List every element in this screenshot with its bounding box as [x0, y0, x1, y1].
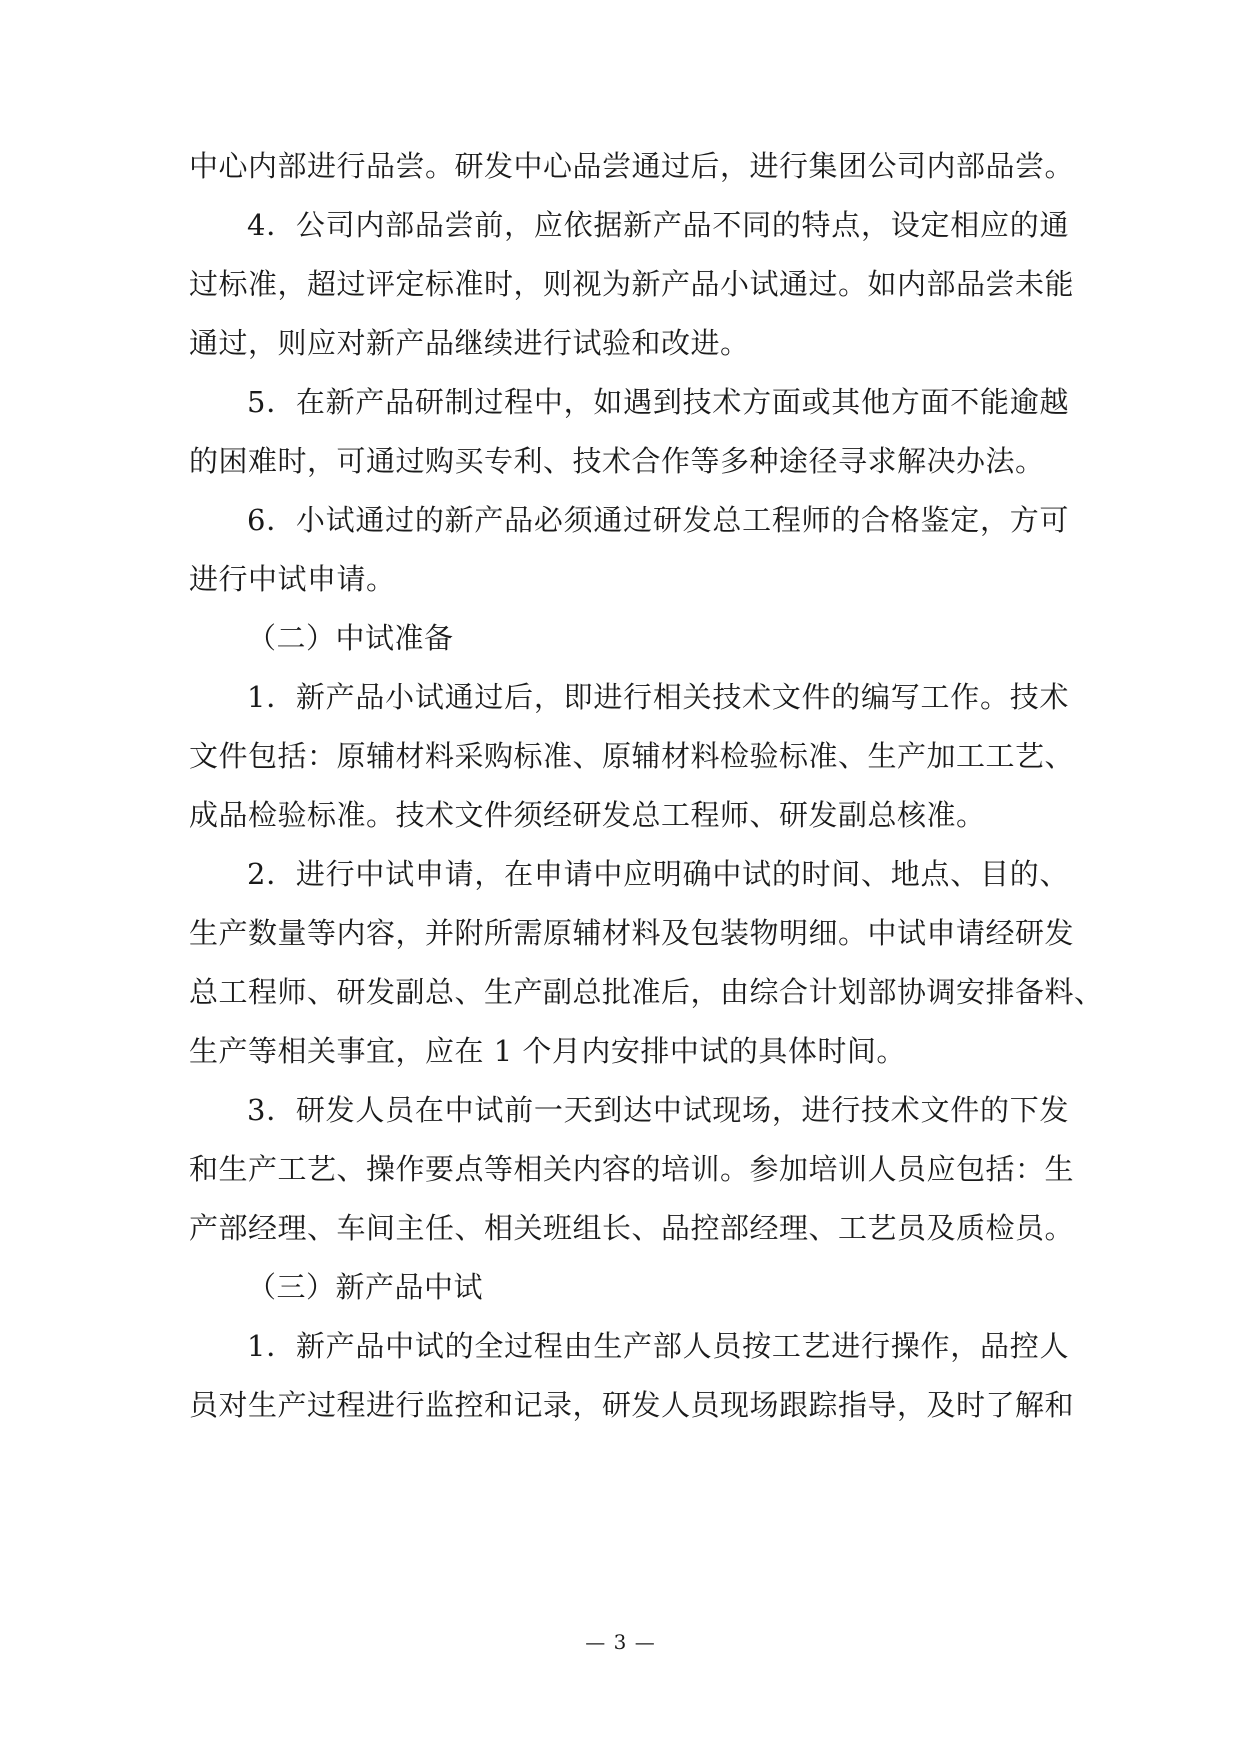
paragraph-line: 员对生产过程进行监控和记录，研发人员现场跟踪指导，及时了解和 [189, 1388, 1075, 1422]
paragraph-line: 4．公司内部品尝前，应依据新产品不同的特点，设定相应的通 [247, 208, 1069, 242]
paragraph-line: 1．新产品中试的全过程由生产部人员按工艺进行操作，品控人 [247, 1329, 1069, 1363]
paragraph-line: 生产数量等内容，并附所需原辅材料及包装物明细。中试申请经研发 [189, 916, 1075, 950]
paragraph-line: 5．在新产品研制过程中，如遇到技术方面或其他方面不能逾越 [247, 385, 1069, 419]
paragraph-line: 1．新产品小试通过后，即进行相关技术文件的编写工作。技术 [247, 680, 1069, 714]
paragraph-line: 文件包括：原辅材料采购标准、原辅材料检验标准、生产加工工艺、 [189, 739, 1075, 773]
paragraph-line: 2．进行中试申请，在申请中应明确中试的时间、地点、目的、 [247, 857, 1069, 891]
paragraph-line: 过标准，超过评定标准时，则视为新产品小试通过。如内部品尝未能 [189, 267, 1075, 301]
paragraph-line: 的困难时，可通过购买专利、技术合作等多种途径寻求解决办法。 [189, 444, 1045, 478]
paragraph-line: 总工程师、研发副总、生产副总批准后，由综合计划部协调安排备料、 [189, 975, 1104, 1009]
paragraph-line: 6．小试通过的新产品必须通过研发总工程师的合格鉴定，方可 [247, 503, 1069, 537]
paragraph-line: 中心内部进行品尝。研发中心品尝通过后，进行集团公司内部品尝。 [189, 149, 1075, 183]
paragraph-line: 3．研发人员在中试前一天到达中试现场，进行技术文件的下发 [247, 1093, 1069, 1127]
section-heading: （三）新产品中试 [247, 1270, 484, 1304]
paragraph-line: 产部经理、车间主任、相关班组长、品控部经理、工艺员及质检员。 [189, 1211, 1075, 1245]
paragraph-line: 成品检验标准。技术文件须经研发总工程师、研发副总核准。 [189, 798, 986, 832]
paragraph-line: 生产等相关事宜，应在 1 个月内安排中试的具体时间。 [189, 1034, 906, 1068]
paragraph-line: 进行中试申请。 [189, 562, 396, 596]
paragraph-line: 和生产工艺、操作要点等相关内容的培训。参加培训人员应包括：生 [189, 1152, 1075, 1186]
paragraph-line: 通过，则应对新产品继续进行试验和改进。 [189, 326, 750, 360]
section-heading: （二）中试准备 [247, 621, 454, 655]
page-number: — 3 — [585, 1630, 656, 1654]
